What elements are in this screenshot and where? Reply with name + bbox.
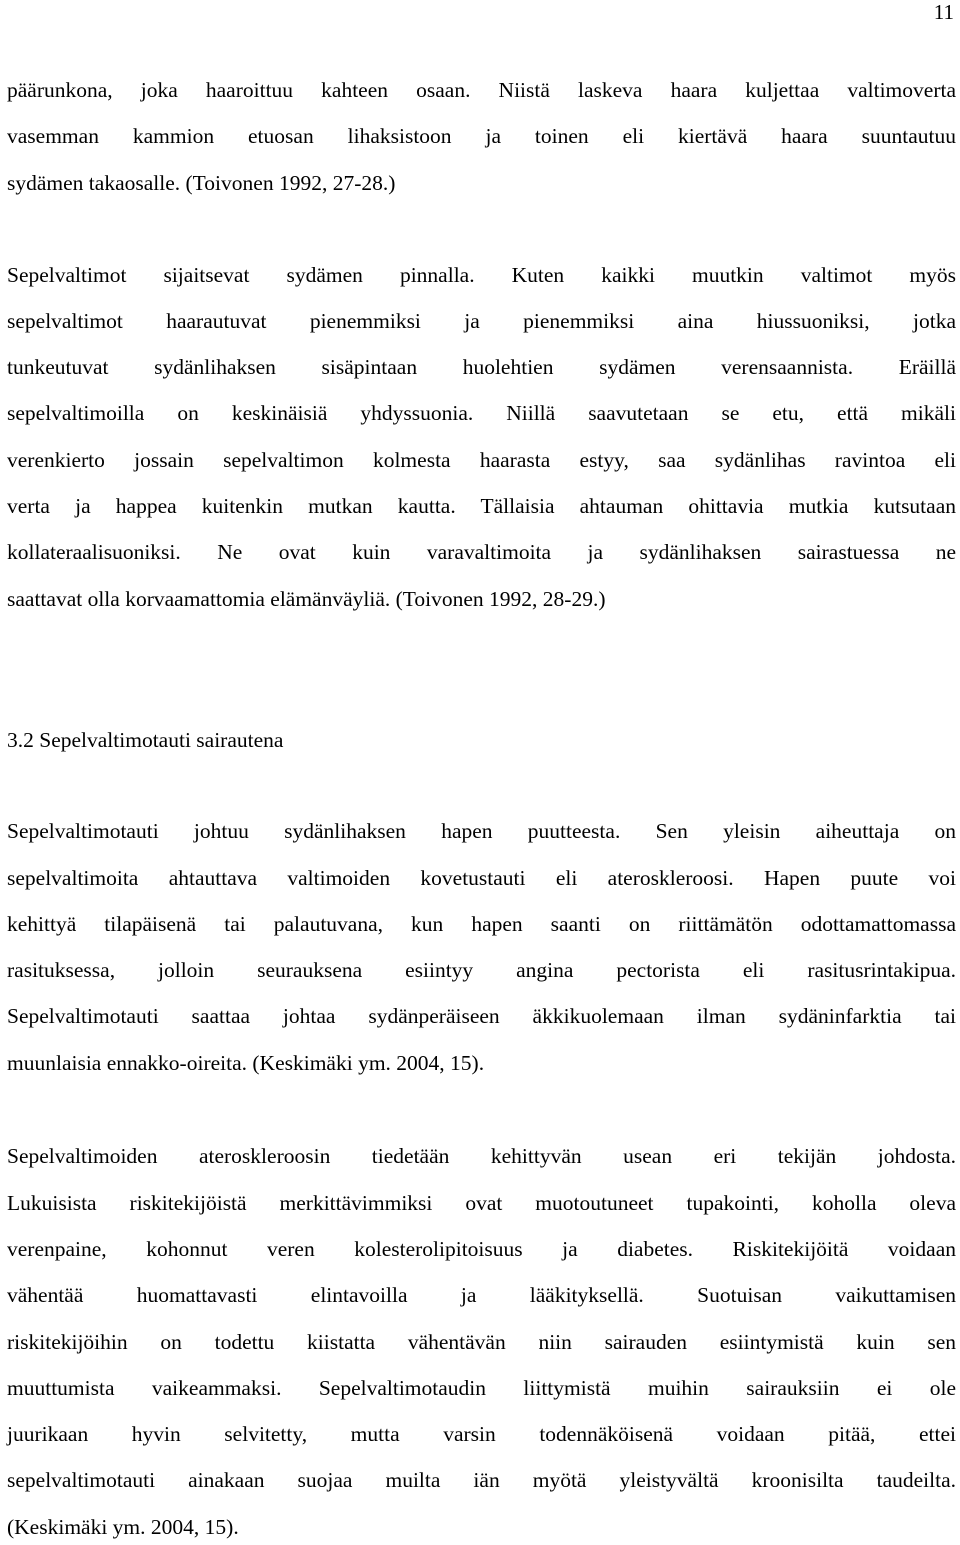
text-line: sepelvaltimotauti ainakaan suojaa muilta iän myötä yleistyvältä kroonisilta taudeilta. [7,1468,956,1492]
text-line: Sepelvaltimoiden ateroskleroosin tiedetään kehittyvän usean eri tekijän johdosta. [7,1144,956,1168]
text-line: sepelvaltimoilla on keskinäisiä yhdyssuonia. Niillä saavutetaan se etu, että mikäli [7,401,956,425]
text-line: tunkeutuvat sydänlihaksen sisäpintaan huolehtien sydämen verensaannista. Eräillä [7,355,956,379]
page-number: 11 [933,0,954,24]
text-line: verenkierto jossain sepelvaltimon kolmesta haarasta estyy, saa sydänlihas ravintoa eli [7,448,956,472]
section-heading: 3.2 Sepelvaltimotauti sairautena [7,728,284,752]
text-line: saattavat olla korvaamattomia elämänväyliä. (Toivonen 1992, 28-29.) [7,587,606,611]
text-line: kollateraalisuoniksi. Ne ovat kuin varavaltimoita ja sydänlihaksen sairastuessa ne [7,540,956,564]
text-line: juurikaan hyvin selvitetty, mutta varsin todennäköisenä voidaan pitää, ettei [7,1422,956,1446]
text-line: Sepelvaltimotauti johtuu sydänlihaksen hapen puutteesta. Sen yleisin aiheuttaja on [7,819,956,843]
text-line: sepelvaltimot haarautuvat pienemmiksi ja pienemmiksi aina hiussuoniksi, jotka [7,309,956,333]
text-line: Sepelvaltimot sijaitsevat sydämen pinnalla. Kuten kaikki muutkin valtimot myös [7,263,956,287]
text-line: Lukuisista riskitekijöistä merkittävimmiksi ovat muotoutuneet tupakointi, koholla oleva [7,1191,956,1215]
text-line: Sepelvaltimotauti saattaa johtaa sydänperäiseen äkkikuolemaan ilman sydäninfarktia tai [7,1004,956,1028]
text-line: riskitekijöihin on todettu kiistatta vähentävän niin sairauden esiintymistä kuin sen [7,1330,956,1354]
text-line: päärunkona, joka haaroittuu kahteen osaan. Niistä laskeva haara kuljettaa valtimoverta [7,78,956,102]
text-line: sepelvaltimoita ahtauttava valtimoiden kovetustauti eli ateroskleroosi. Hapen puute voi [7,866,956,890]
text-line: muunlaisia ennakko-oireita. (Keskimäki ym. 2004, 15). [7,1051,485,1075]
text-line: muuttumista vaikeammaksi. Sepelvaltimotaudin liittymistä muihin sairauksiin ei ole [7,1376,956,1400]
text-line: vähentää huomattavasti elintavoilla ja lääkityksellä. Suotuisan vaikuttamisen [7,1283,956,1307]
text-line: sydämen takaosalle. (Toivonen 1992, 27-28.) [7,171,396,195]
text-line: verta ja happea kuitenkin mutkan kautta. Tällaisia ahtauman ohittavia mutkia kutsutaan [7,494,956,518]
text-line: (Keskimäki ym. 2004, 15). [7,1515,239,1539]
text-line: verenpaine, kohonnut veren kolesterolipitoisuus ja diabetes. Riskitekijöitä voidaan [7,1237,956,1261]
text-line: kehittyä tilapäisenä tai palautuvana, kun hapen saanti on riittämätön odottamattomassa [7,912,956,936]
text-line: vasemman kammion etuosan lihaksistoon ja toinen eli kiertävä haara suuntautuu [7,124,956,148]
text-line: rasituksessa, jolloin seurauksena esiintyy angina pectorista eli rasitusrintakipua. [7,958,956,982]
